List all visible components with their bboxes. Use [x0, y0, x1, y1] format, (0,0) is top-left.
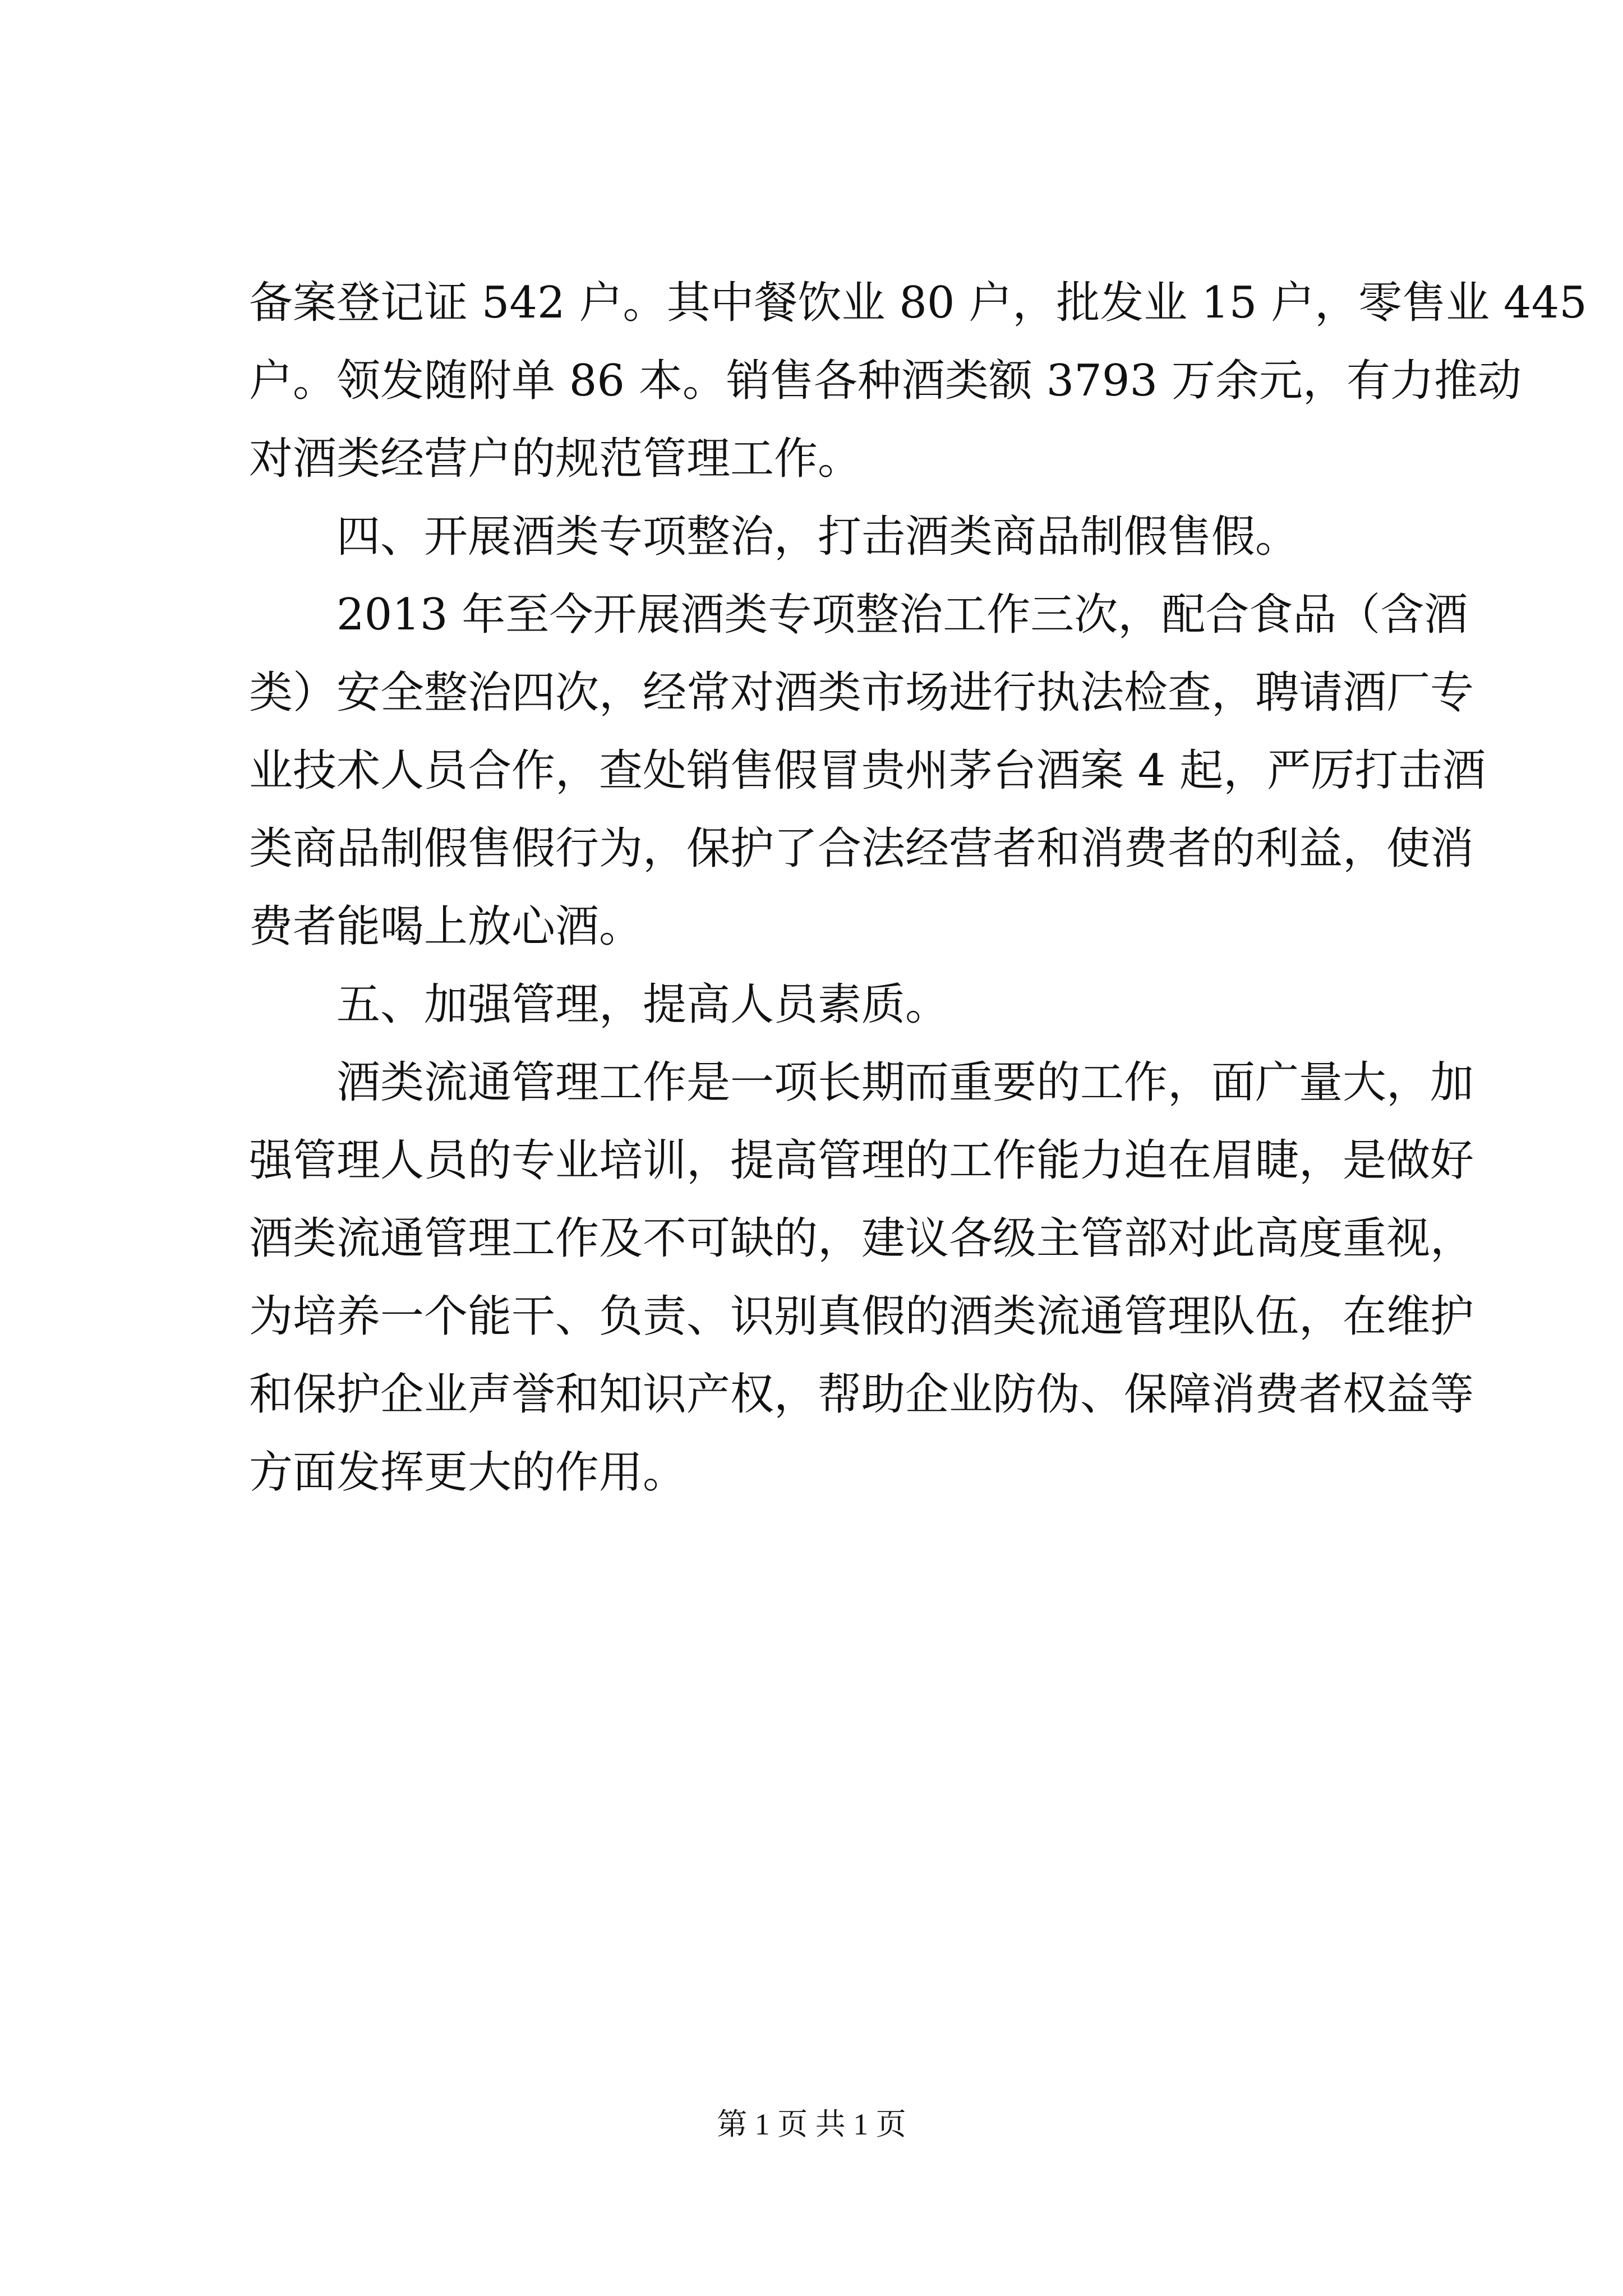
- text-line: 户。领发随附单 86 本。销售各种酒类额 3793 万余元，有力推动: [249, 356, 1521, 406]
- section-heading: 五、加强管理，提高人员素质。: [336, 979, 949, 1030]
- text-line: 类商品制假售假行为，保护了合法经营者和消费者的利益，使消: [249, 823, 1474, 874]
- page-number-footer: 第 1 页 共 1 页: [717, 2108, 906, 2141]
- text-line: 费者能喝上放心酒。: [249, 901, 643, 952]
- text-line: 为培养一个能干、负责、识别真假的酒类流通管理队伍，在维护: [249, 1291, 1474, 1342]
- text-line: 业技术人员合作，查处销售假冒贵州茅台酒案 4 起，严厉打击酒: [249, 746, 1486, 796]
- text-line: 对酒类经营户的规范管理工作。: [249, 434, 862, 484]
- text-line: 备案登记证 542 户。其中餐饮业 80 户，批发业 15 户，零售业 445: [249, 278, 1587, 328]
- text-line: 2013 年至今开展酒类专项整治工作三次，配合食品（含酒: [336, 590, 1468, 640]
- section-heading: 四、开展酒类专项整治，打击酒类商品制假售假。: [336, 512, 1299, 562]
- text-line: 强管理人员的专业培训，提高管理的工作能力迫在眉睫，是做好: [249, 1135, 1474, 1186]
- text-line: 酒类流通管理工作是一项长期而重要的工作，面广量大，加: [336, 1057, 1474, 1108]
- text-line: 和保护企业声誉和知识产权，帮助企业防伪、保障消费者权益等: [249, 1369, 1474, 1420]
- text-line: 类）安全整治四次，经常对酒类市场进行执法检查，聘请酒厂专: [249, 668, 1474, 718]
- text-line: 酒类流通管理工作及不可缺的，建议各级主管部对此高度重视，: [249, 1213, 1474, 1264]
- text-line: 方面发挥更大的作用。: [249, 1447, 687, 1498]
